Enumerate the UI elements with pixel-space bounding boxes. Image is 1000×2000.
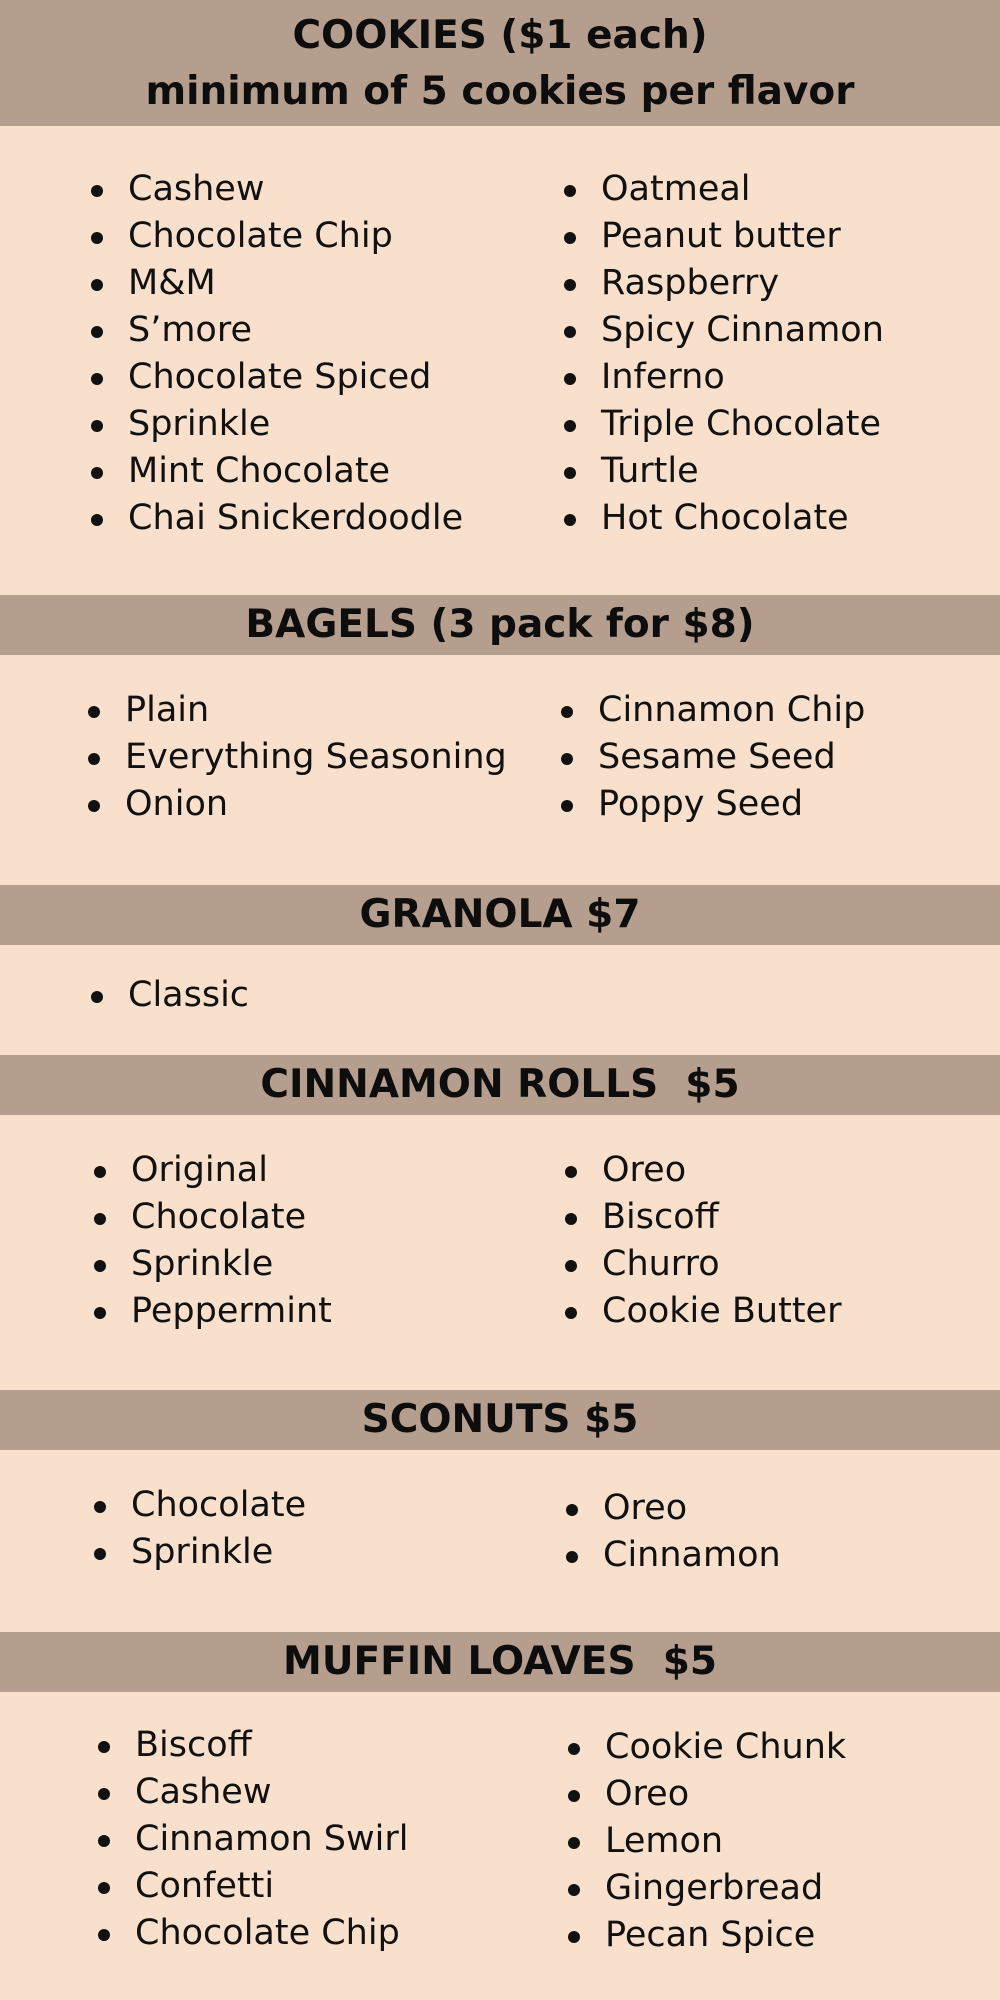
cookies-list-left: [128, 166, 463, 542]
list-item: Chocolate Chip: [128, 213, 463, 260]
muffin-loaves-title: MUFFIN LOAVES $5: [283, 1639, 717, 1684]
cookies-subtitle: minimum of 5 cookies per flavor: [145, 69, 855, 114]
list-item: Sprinkle: [131, 1241, 332, 1288]
sconuts-title: SCONUTS $5: [361, 1397, 639, 1442]
granola-header: [0, 885, 1000, 945]
cinnamon-rolls-header: [0, 1055, 1000, 1115]
list-item: Cookie Chunk: [605, 1724, 846, 1771]
list-item: Churro: [602, 1241, 841, 1288]
list-item: S’more: [128, 307, 463, 354]
list-item: Hot Chocolate: [601, 495, 884, 542]
list-item: Cashew: [135, 1769, 408, 1816]
list-item: Turtle: [601, 448, 884, 495]
list-item: Biscoff: [602, 1194, 841, 1241]
granola-title: GRANOLA $7: [359, 892, 641, 937]
list-item: Mint Chocolate: [128, 448, 463, 495]
list-item: Biscoff: [135, 1722, 408, 1769]
sconuts-header: [0, 1390, 1000, 1450]
list-item: Oreo: [605, 1771, 846, 1818]
list-item: Sesame Seed: [598, 734, 865, 781]
list-item: Chocolate Chip: [135, 1910, 408, 1957]
cinnamon-rolls-list-right: [602, 1147, 841, 1335]
list-item: Cinnamon: [603, 1532, 781, 1579]
list-item: Chocolate Spiced: [128, 354, 463, 401]
list-item: Triple Chocolate: [601, 401, 884, 448]
bagels-title: BAGELS (3 pack for $8): [245, 602, 755, 647]
list-item: Original: [131, 1147, 332, 1194]
list-item: Inferno: [601, 354, 884, 401]
list-item: Cinnamon Swirl: [135, 1816, 408, 1863]
list-item: Cookie Butter: [602, 1288, 841, 1335]
list-item: Sprinkle: [131, 1529, 306, 1576]
bagels-list-left: [125, 687, 507, 828]
cinnamon-rolls-list-left: [131, 1147, 332, 1335]
muffin-loaves-list-left: [135, 1722, 408, 1957]
muffin-loaves-list-right: [605, 1724, 846, 1959]
list-item: Cinnamon Chip: [598, 687, 865, 734]
cookies-list-right: [601, 166, 884, 542]
cookies-title: COOKIES ($1 each): [292, 13, 708, 58]
list-item: Spicy Cinnamon: [601, 307, 884, 354]
list-item: Sprinkle: [128, 401, 463, 448]
list-item: Lemon: [605, 1818, 846, 1865]
list-item: Pecan Spice: [605, 1912, 846, 1959]
list-item: Plain: [125, 687, 507, 734]
list-item: Oreo: [603, 1485, 781, 1532]
list-item: Poppy Seed: [598, 781, 865, 828]
list-item: Oreo: [602, 1147, 841, 1194]
list-item: Peanut butter: [601, 213, 884, 260]
list-item: Peppermint: [131, 1288, 332, 1335]
list-item: Everything Seasoning: [125, 734, 507, 781]
list-item: Classic: [128, 972, 249, 1019]
list-item: Oatmeal: [601, 166, 884, 213]
list-item: Confetti: [135, 1863, 408, 1910]
list-item: Gingerbread: [605, 1865, 846, 1912]
cinnamon-rolls-title: CINNAMON ROLLS $5: [260, 1062, 740, 1107]
list-item: Chai Snickerdoodle: [128, 495, 463, 542]
sconuts-list-right: [603, 1485, 781, 1579]
sconuts-list-left: [131, 1482, 306, 1576]
granola-list: [128, 972, 249, 1019]
list-item: Chocolate: [131, 1482, 306, 1529]
list-item: Cashew: [128, 166, 463, 213]
list-item: M&M: [128, 260, 463, 307]
list-item: Onion: [125, 781, 507, 828]
list-item: Chocolate: [131, 1194, 332, 1241]
bagels-list-right: [598, 687, 865, 828]
cookies-header: [0, 0, 1000, 126]
muffin-loaves-header: [0, 1632, 1000, 1692]
bagels-header: [0, 595, 1000, 655]
list-item: Raspberry: [601, 260, 884, 307]
